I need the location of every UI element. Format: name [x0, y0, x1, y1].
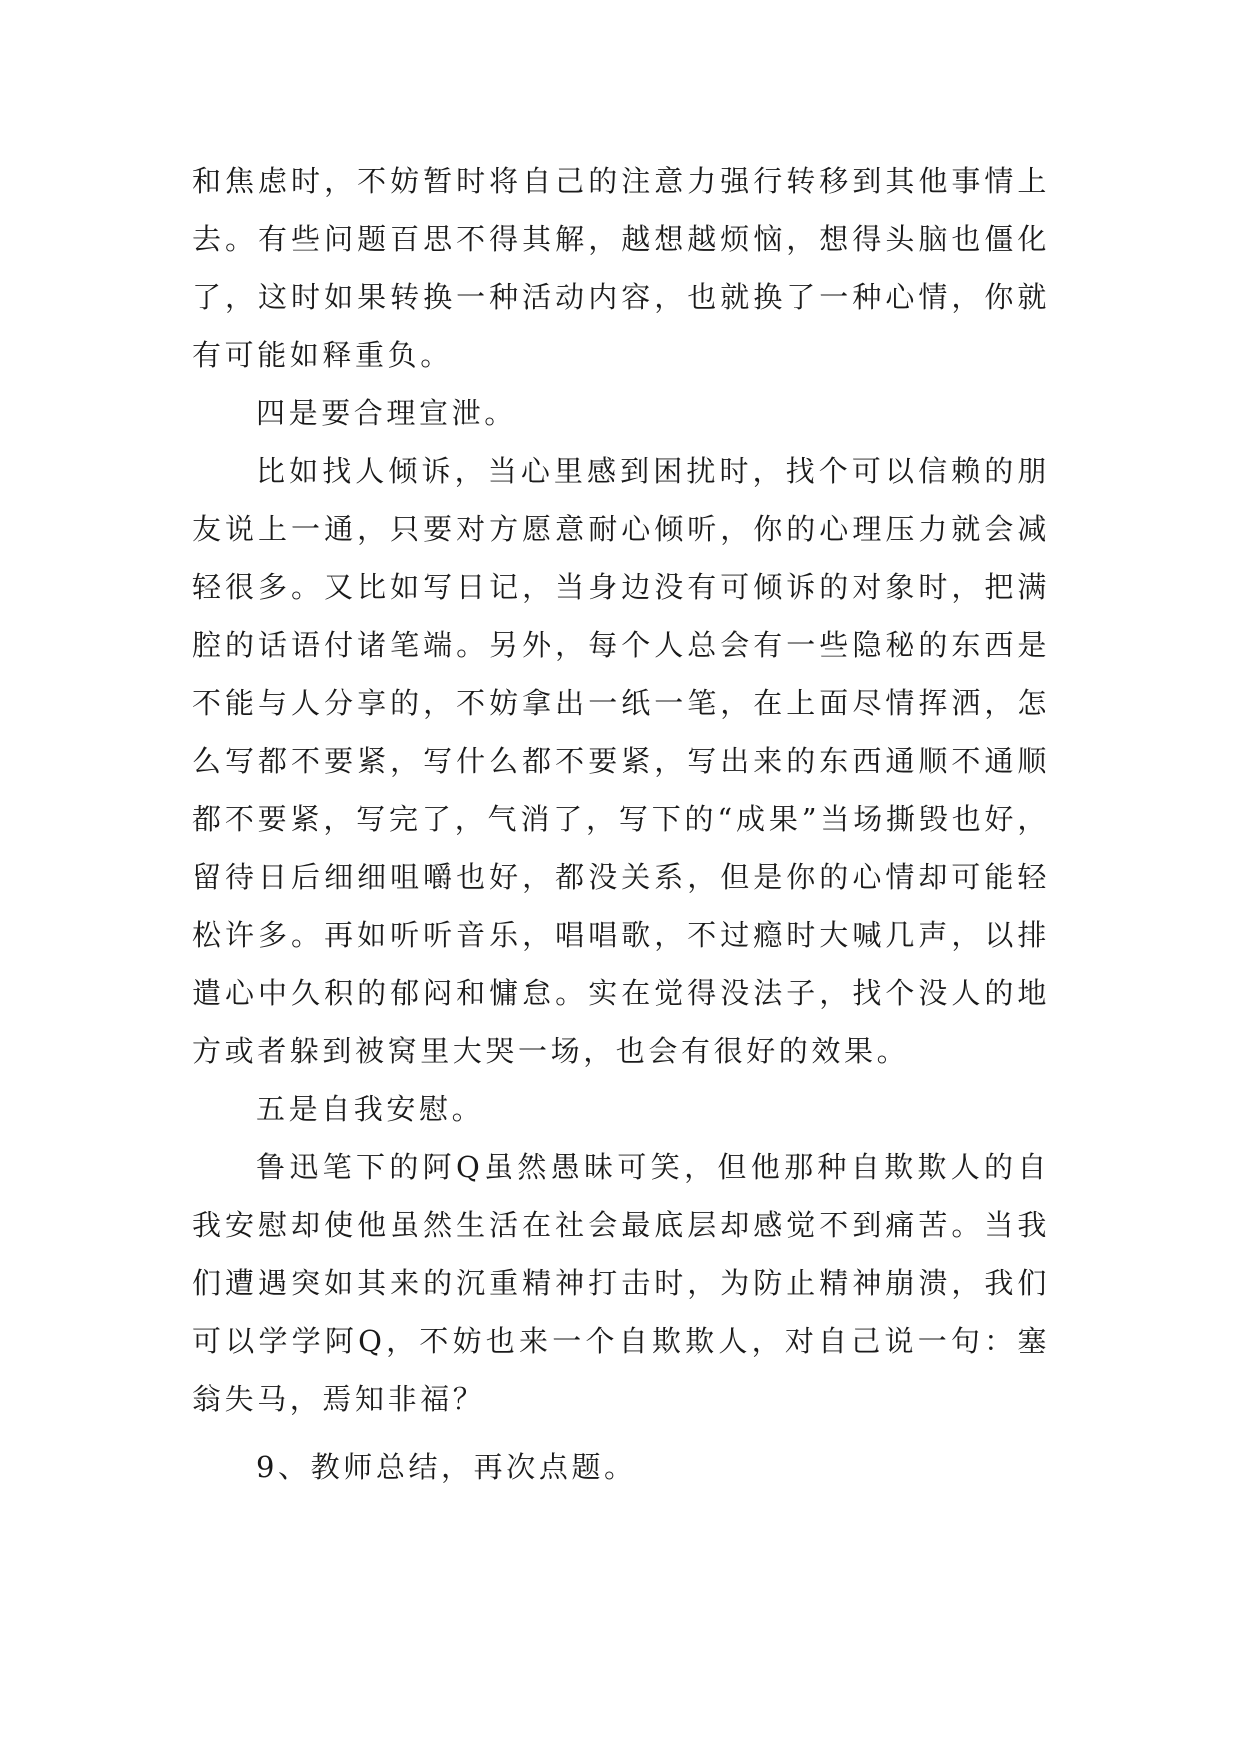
paragraph-teacher-summary: 9、教师总结，再次点题。: [256, 1450, 637, 1484]
paragraph-self-comfort: 鲁迅笔下的阿Q虽然愚昧可笑，但他那种自欺欺人的自我安慰却使他虽然生活在社会最底层却感觉不到痛苦。当我们遭遇突如其来的沉重精神打击时，为防止精神崩溃，我们可以学学阿Q，不妨也来一个自欺欺人，对自己说一句：塞翁失马，焉知非福？: [192, 1150, 1050, 1416]
paragraph-continuation: 和焦虑时，不妨暂时将自己的注意力强行转移到其他事情上去。有些问题百思不得其解，越想越烦恼，想得头脑也僵化了，这时如果转换一种活动内容，也就换了一种心情，你就有可能如释重负。: [192, 164, 1050, 372]
paragraph-heading-venting: 四是要合理宣泄。: [256, 396, 517, 430]
document-body: [192, 152, 1050, 1496]
paragraph-venting: 比如找人倾诉，当心里感到困扰时，找个可以信赖的朋友说上一通，只要对方愿意耐心倾听，你的心理压力就会减轻很多。又比如写日记，当身边没有可倾诉的对象时，把满腔的话语付诸笔端。另外，每个人总会有一些隐秘的东西是不能与人分享的，不妨拿出一纸一笔，在上面尽情挥洒，怎么写都不要紧，写什么都不要紧，写出来的东西通顺不通顺都不要紧，写完了，气消了，写下的“成果”当场撕毁也好，留待日后细细咀嚼也好，都没关系，但是你的心情却可能轻松许多。再如听听音乐，唱唱歌，不过瘾时大喊几声，以排遣心中久积的郁闷和慵怠。实在觉得没法子，找个没人的地方或者躲到被窝里大哭一场，也会有很好的效果。: [192, 454, 1050, 1068]
paragraph-heading-self-comfort: 五是自我安慰。: [256, 1092, 485, 1126]
